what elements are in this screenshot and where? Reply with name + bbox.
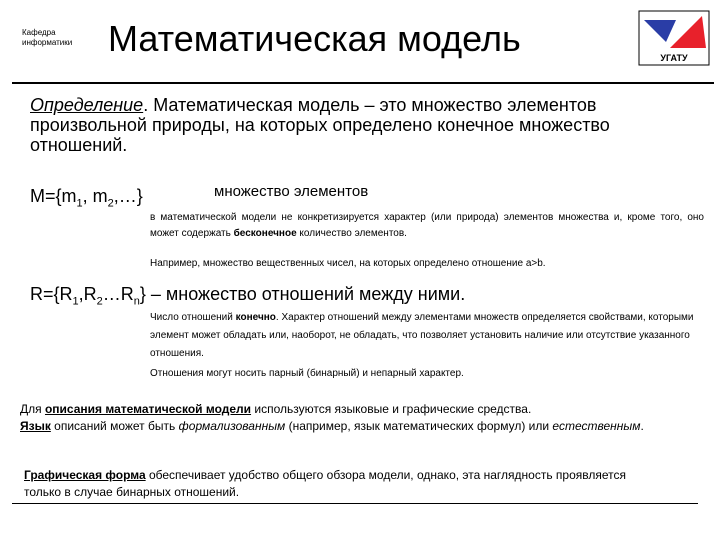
department-label [22, 28, 72, 48]
graphic-form-text: обеспечивает удобство общего обзора модели, однако, эта наглядность проявляется только в случае бинарных отношений. [24, 468, 627, 499]
r-sub-n: n [133, 295, 140, 308]
r-note-text-a: Число отношений [150, 312, 236, 323]
desc-formal: формализованным [178, 419, 286, 433]
desc-text-d: (например, язык математических формул) или [285, 419, 553, 433]
m-set-caption: множество элементов [214, 183, 369, 200]
r-note-bold: конечно [235, 312, 276, 323]
desc-text-a: Для [20, 402, 45, 416]
description-line-2 [20, 418, 710, 435]
department-line-1: Кафедра [22, 28, 56, 37]
desc-text-c: описаний может быть [50, 419, 179, 433]
r-set-note [150, 309, 702, 363]
m-sub-2: 2 [107, 197, 114, 210]
r-formula-mid: …R [102, 284, 134, 304]
definition-term: Определение [30, 95, 144, 115]
r-formula-sep: ,R [78, 284, 97, 304]
logo-text: УГАТУ [660, 53, 688, 63]
r-set-caption: – множество отношений между ними. [145, 284, 466, 304]
r-sub-2: 2 [96, 295, 103, 308]
description-line-1 [20, 401, 710, 418]
definition-paragraph [30, 95, 702, 155]
bottom-divider [12, 503, 698, 504]
desc-text-b: используются языковые и графические средства. [251, 402, 532, 416]
m-set-example: Например, множество вещественных чисел, на которых определено отношение a>b. [150, 258, 546, 269]
r-formula-start: R={R [30, 284, 73, 304]
desc-term-language: Язык [20, 419, 51, 433]
m-formula-sep: , m [82, 186, 108, 206]
page-title: Математическая модель [108, 18, 521, 59]
department-line-2: информатики [22, 38, 73, 47]
r-set-note-2: Отношения могут носить парный (бинарный) и непарный характер. [150, 368, 464, 379]
definition-text: . Математическая модель – это множество элементов произвольной природы, на которых определено конечное множество отношений. [30, 95, 610, 155]
m-set-formula [30, 186, 143, 214]
desc-term-model: описания математической модели [44, 402, 252, 416]
m-note-text-a: в математической модели не конкретизируется характер (или природа) элементов множества и, кроме того, оно может содержать [150, 212, 704, 239]
m-note-text-b: количество элементов. [296, 228, 407, 239]
m-formula-start: M={m [30, 186, 77, 206]
m-formula-end: ,…} [113, 186, 143, 206]
m-set-note [150, 210, 704, 242]
ugatu-logo [636, 8, 712, 68]
desc-text-e: . [640, 419, 644, 433]
r-sub-1: 1 [72, 295, 79, 308]
r-set-formula [30, 284, 465, 312]
desc-natural: естественным [552, 419, 641, 433]
r-formula-end: } [139, 284, 146, 304]
header-divider [12, 82, 714, 84]
r-note-text-b: . Характер отношений между элементами множеств определяется свойствами, которыми элемент может обладать или, наоборот, не обладать, что позволяет установить наличие или отсутствие указанного отношения. [150, 312, 694, 359]
graphic-form-paragraph [24, 467, 664, 501]
m-note-bold: бесконечное [233, 228, 297, 239]
m-sub-1: 1 [76, 197, 83, 210]
description-paragraph [20, 401, 710, 435]
graphic-form-term: Графическая форма [24, 468, 146, 482]
